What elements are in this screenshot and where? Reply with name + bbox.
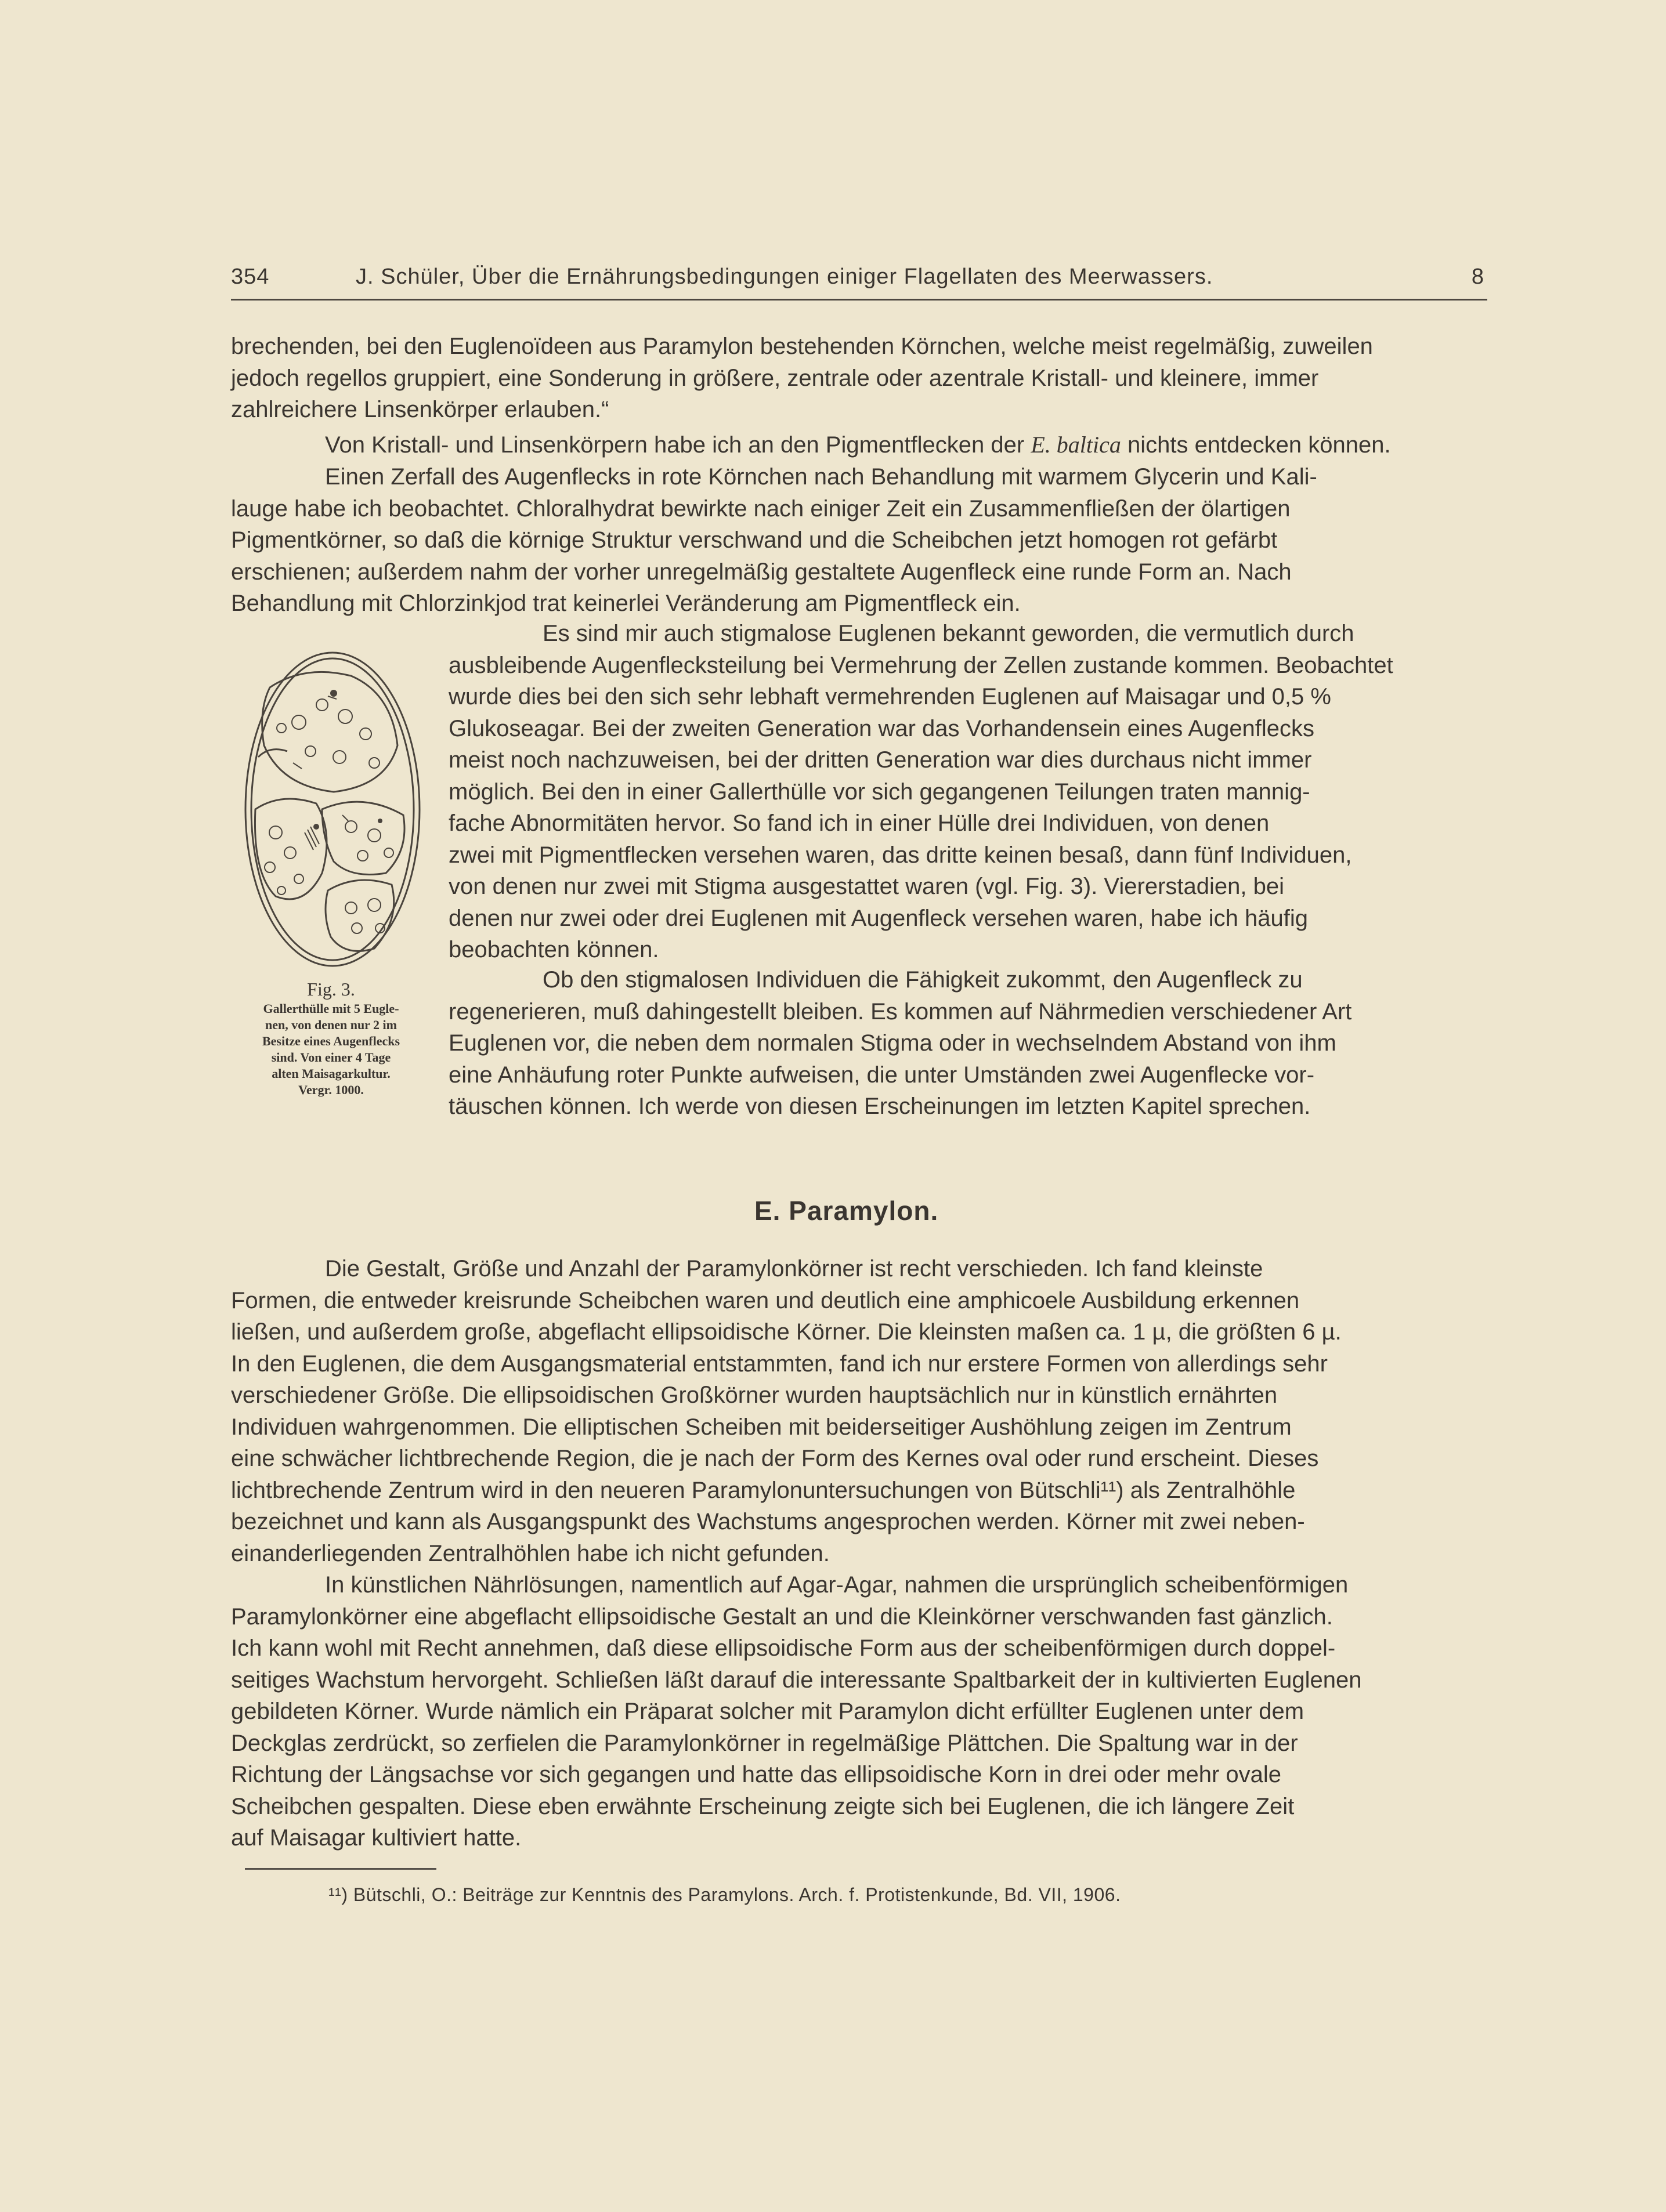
text-line: denen nur zwei oder drei Euglenen mit Augenfleck versehen waren, habe ich häufig bbox=[449, 905, 1308, 931]
text-line: Behandlung mit Chlorzinkjod trat keinerlei Veränderung am Pigmentfleck ein. bbox=[231, 591, 1021, 616]
text-line: brechenden, bei den Euglenoïdeen aus Paramylon bestehenden Körnchen, welche meist regelmäßig, zuweilen bbox=[231, 334, 1373, 359]
caption-line: Besitze eines Augenflecks bbox=[262, 1034, 400, 1048]
text-line: möglich. Bei den in einer Gallerthülle vor sich gegangenen Teilungen traten mannig- bbox=[449, 779, 1310, 805]
text-line: Scheibchen gespalten. Diese eben erwähnte Erscheinung zeigte sich bei Euglenen, die ich längere Zeit bbox=[231, 1793, 1295, 1819]
text-line: Einen Zerfall des Augenflecks in rote Körnchen nach Behandlung mit warmem Glycerin und Kali- bbox=[325, 464, 1317, 490]
text-line: von denen nur zwei mit Stigma ausgestattet waren (vgl. Fig. 3). Viererstadien, bei bbox=[449, 874, 1284, 899]
euglena-cyst-drawing bbox=[235, 641, 432, 978]
footnote: ¹¹) Bütschli, O.: Beiträge zur Kenntnis des Paramylons. Arch. f. Protistenkunde, Bd. VII, 1906. bbox=[328, 1884, 1121, 1905]
text-line: erschienen; außerdem nahm der vorher unregelmäßig gestaltete Augenfleck eine runde Form an. Nach bbox=[231, 559, 1292, 585]
figure-caption bbox=[231, 978, 431, 1098]
text-line: einanderliegenden Zentralhöhlen habe ich nicht gefunden. bbox=[231, 1540, 830, 1566]
paragraph-augenfleck bbox=[231, 461, 1484, 620]
text-line: wurde dies bei den sich sehr lebhaft vermehrenden Euglenen auf Maisagar und 0,5 % bbox=[449, 684, 1331, 709]
caption-line: Gallerthülle mit 5 Eugle- bbox=[263, 1001, 399, 1016]
text-line: täuschen können. Ich werde von diesen Erscheinungen im letzten Kapitel sprechen. bbox=[449, 1094, 1311, 1119]
paragraph-paramylon-form bbox=[231, 1253, 1484, 1569]
text-line: meist noch nachzuweisen, bei der dritten Generation war dies durchaus nicht immer bbox=[449, 747, 1312, 773]
issue-number: 8 bbox=[1471, 265, 1484, 289]
caption-line: sind. Von einer 4 Tage bbox=[271, 1050, 391, 1065]
paragraph-stigmalose bbox=[449, 618, 1484, 966]
text-line: verschiedener Größe. Die ellipsoidischen Großkörner wurden hauptsächlich nur in künstlich ernährten bbox=[231, 1382, 1278, 1408]
figure-label: Fig. 3. bbox=[307, 979, 355, 1000]
text-line: Deckglas zerdrückt, so zerfielen die Paramylonkörner in regelmäßige Plättchen. Die Spaltung war in der bbox=[231, 1730, 1298, 1756]
figure-3-drawing bbox=[235, 641, 432, 978]
caption-line: Vergr. 1000. bbox=[298, 1083, 364, 1097]
text-line: Es sind mir auch stigmalose Euglenen bekannt geworden, die vermutlich durch bbox=[543, 621, 1354, 646]
text-line: eine schwächer lichtbrechende Region, die je nach der Form des Kernes oval oder rund erscheint. Dieses bbox=[231, 1446, 1319, 1471]
running-title: J. Schüler, Über die Ernährungsbedingungen einiger Flagellaten des Meerwassers. bbox=[356, 265, 1213, 289]
text-line: zahlreichere Linsenkörper erlauben.“ bbox=[231, 397, 609, 422]
text-line: ließen, und außerdem große, abgeflacht ellipsoidische Körner. Die kleinsten maßen ca. 1 µ, die größten 6 µ. bbox=[231, 1319, 1342, 1345]
text-line: Formen, die entweder kreisrunde Scheibchen waren und deutlich eine amphicoele Ausbildung erkennen bbox=[231, 1287, 1300, 1313]
text-line: Richtung der Längsachse vor sich gegangen und hatte das ellipsoidische Korn in drei oder mehr ovale bbox=[231, 1762, 1282, 1787]
text-line: Ob den stigmalosen Individuen die Fähigkeit zukommt, den Augenfleck zu bbox=[543, 967, 1303, 993]
paragraph-naehrloesungen bbox=[231, 1569, 1484, 1854]
caption-line: alten Maisagarkultur. bbox=[272, 1066, 391, 1081]
text-line: eine Anhäufung roter Punkte aufweisen, die unter Umständen zwei Augenflecke vor- bbox=[449, 1062, 1315, 1088]
header-rule bbox=[231, 299, 1487, 301]
paragraph-continuation bbox=[231, 331, 1484, 426]
text-fragment: Von Kristall- und Linsenkörpern habe ich an den Pigmentflecken der bbox=[325, 432, 1031, 458]
text-line: In den Euglenen, die dem Ausgangsmaterial entstammten, fand ich nur erstere Formen von allerdings sehr bbox=[231, 1351, 1328, 1377]
text-line bbox=[325, 429, 1486, 461]
paragraph-baltica bbox=[325, 429, 1486, 461]
text-line: auf Maisagar kultiviert hatte. bbox=[231, 1825, 522, 1851]
text-line: bezeichnet und kann als Ausgangspunkt des Wachstums angesprochen werden. Körner mit zwei neben- bbox=[231, 1509, 1305, 1534]
text-line: lichtbrechende Zentrum wird in den neueren Paramylonuntersuchungen von Bütschli¹¹) als Zentralhöhle bbox=[231, 1477, 1296, 1503]
text-line: Pigmentkörner, so daß die körnige Struktur verschwand und die Scheibchen jetzt homogen rot gefärbt bbox=[231, 527, 1278, 553]
text-line: Individuen wahrgenommen. Die elliptischen Scheiben mit beiderseitiger Aushöhlung zeigen im Zentrum bbox=[231, 1414, 1292, 1440]
text-line: beobachten können. bbox=[449, 937, 659, 962]
caption-line: nen, von denen nur 2 im bbox=[265, 1018, 397, 1032]
text-line: regenerieren, muß dahingestellt bleiben. Es kommen auf Nährmedien verschiedener Art bbox=[449, 998, 1352, 1024]
text-line: In künstlichen Nährlösungen, namentlich auf Agar-Agar, nahmen die ursprünglich scheibenförmigen bbox=[325, 1572, 1349, 1598]
text-line: Die Gestalt, Größe und Anzahl der Paramylonkörner ist recht verschieden. Ich fand kleinste bbox=[325, 1256, 1263, 1281]
section-heading: E. Paramylon. bbox=[754, 1196, 939, 1226]
text-line: Euglenen vor, die neben dem normalen Stigma oder in wechselndem Abstand von ihm bbox=[449, 1030, 1336, 1056]
text-line: ausbleibende Augenflecksteilung bei Vermehrung der Zellen zustande kommen. Beobachtet bbox=[449, 652, 1393, 678]
text-fragment: nichts entdecken können. bbox=[1121, 432, 1391, 458]
text-line: gebildeten Körner. Wurde nämlich ein Präparat solcher mit Paramylon dicht erfüllter Euglenen unter dem bbox=[231, 1699, 1304, 1724]
running-header bbox=[231, 265, 1484, 299]
text-line: jedoch regellos gruppiert, eine Sonderung in größere, zentrale oder azentrale Kristall- und kleinere, immer bbox=[231, 365, 1319, 391]
text-line: lauge habe ich beobachtet. Chloralhydrat bewirkte nach einiger Zeit ein Zusammenfließen der ölartigen bbox=[231, 495, 1291, 522]
paragraph-regeneration bbox=[449, 964, 1484, 1123]
page-number: 354 bbox=[231, 265, 270, 289]
text-line: Paramylonkörner eine abgeflacht ellipsoidische Gestalt an und die Kleinkörner verschwanden fast gänzlich. bbox=[231, 1603, 1333, 1630]
text-line: zwei mit Pigmentflecken versehen waren, das dritte keinen besaß, dann fünf Individuen, bbox=[449, 842, 1352, 868]
text-line: Glukoseagar. Bei der zweiten Generation war das Vorhandensein eines Augenflecks bbox=[449, 715, 1315, 741]
footnote-rule bbox=[245, 1868, 436, 1870]
text-line: fache Abnormitäten hervor. So fand ich in einer Hülle drei Individuen, von denen bbox=[449, 810, 1270, 836]
text-line: seitiges Wachstum hervorgeht. Schließen läßt darauf die interessante Spaltbarkeit der in kultivierten Euglenen bbox=[231, 1667, 1362, 1693]
species-name: E. baltica bbox=[1031, 432, 1121, 458]
text-line: Ich kann wohl mit Recht annehmen, daß diese ellipsoidische Form aus der scheibenförmigen durch doppel- bbox=[231, 1635, 1336, 1661]
